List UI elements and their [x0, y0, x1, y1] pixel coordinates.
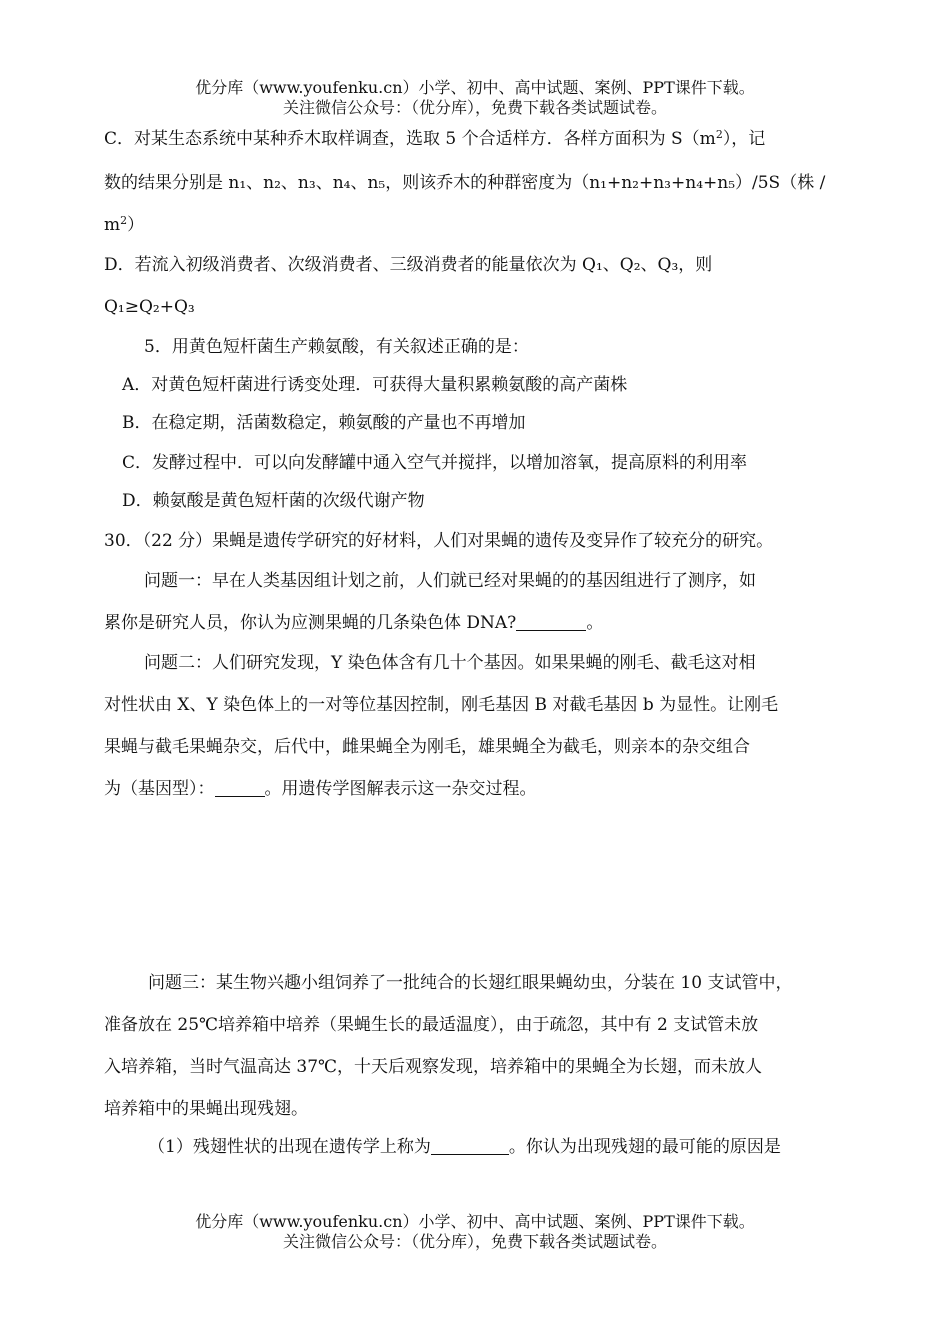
q30-problem2-line-3: 果蝇与截毛果蝇杂交，后代中，雌果蝇全为刚毛，雄果蝇全为截毛，则亲本的杂交组合	[104, 737, 750, 757]
q30-subquestion-1: （1）残翅性状的出现在遗传学上称为 。你认为出现残翅的最可能的原因是	[148, 1137, 781, 1157]
q30-problem3-line-2: 准备放在 25℃培养箱中培养（果蝇生长的最适温度），由于疏忽，其中有 2 支试管未放	[104, 1015, 759, 1035]
q5-option-a: A．对黄色短杆菌进行诱变处理．可获得大量积累赖氨酸的高产菌株	[122, 375, 628, 395]
q4-option-c-line-2: 数的结果分别是 n₁、n₂、n₃、n₄、n₅，则该乔木的种群密度为（n₁+n₂+n₃+n₄+n₅）/5S（株 /	[104, 173, 826, 193]
q5-option-d: D．赖氨酸是黄色短杆菌的次级代谢产物	[122, 491, 425, 511]
q30-title: 30．（22 分）果蝇是遗传学研究的好材料，人们对果蝇的遗传及变异作了较充分的研究。	[104, 531, 774, 551]
q30-problem3-line-3: 入培养箱，当时气温高达 37℃，十天后观察发现，培养箱中的果蝇全为长翅，而未放人	[104, 1057, 763, 1077]
q30-problem3-line-4: 培养箱中的果蝇出现残翅。	[104, 1099, 308, 1119]
footer-line-2: 关注微信公众号：（优分库），免费下载各类试题试卷。	[282, 1232, 667, 1251]
q4-option-d-line-2: Q₁≥Q₂+Q₃	[104, 297, 195, 317]
q4-option-c-line-3: $m^2$）	[104, 214, 145, 235]
answer-blank[interactable]	[431, 1138, 509, 1155]
q30-problem2-line-1: 问题二：人们研究发现，Y 染色体含有几十个基因。如果果蝇的刚毛、截毛这对相	[144, 653, 756, 673]
header-line-2: 关注微信公众号：（优分库），免费下载各类试题试卷。	[282, 98, 667, 117]
answer-blank[interactable]	[215, 780, 265, 797]
footer-line-1: 优分库（www.youfenku.cn）小学、初中、高中试题、案例、PPT课件下载。	[195, 1212, 755, 1231]
q5-option-b: B．在稳定期，活菌数稳定，赖氨酸的产量也不再增加	[122, 413, 526, 433]
q30-problem3-line-1: 问题三：某生物兴趣小组饲养了一批纯合的长翅红眼果蝇幼虫，分装在 10 支试管中，	[148, 973, 793, 993]
q5-stem: 5．用黄色短杆菌生产赖氨酸，有关叙述正确的是：	[144, 337, 529, 357]
q30-problem1-line-2: 累你是研究人员，你认为应测果蝇的几条染色体 DNA? 。	[104, 613, 604, 633]
q30-problem1-line-1: 问题一：早在人类基因组计划之前，人们就已经对果蝇的的基因组进行了测序，如	[144, 571, 756, 591]
header-line-1: 优分库（www.youfenku.cn）小学、初中、高中试题、案例、PPT课件下载。	[195, 78, 755, 97]
q5-option-c: C．发酵过程中．可以向发酵罐中通入空气并搅拌，以增加溶氧，提高原料的利用率	[122, 453, 748, 473]
q4-option-d-line-1: D．若流入初级消费者、次级消费者、三级消费者的能量依次为 Q₁、Q₂、Q₃，则	[104, 255, 713, 275]
q30-problem2-line-2: 对性状由 X、Y 染色体上的一对等位基因控制，刚毛基因 B 对截毛基因 b 为显性。让刚毛	[104, 695, 779, 715]
q4-option-c-line-1: C．对某生态系统中某种乔木取样调查，选取 5 个合适样方．各样方面积为 $S(m^2)$，记	[104, 128, 766, 149]
q30-problem2-line-4: 为（基因型）： 。用遗传学图解表示这一杂交过程。	[104, 779, 537, 799]
answer-blank[interactable]	[516, 614, 586, 631]
